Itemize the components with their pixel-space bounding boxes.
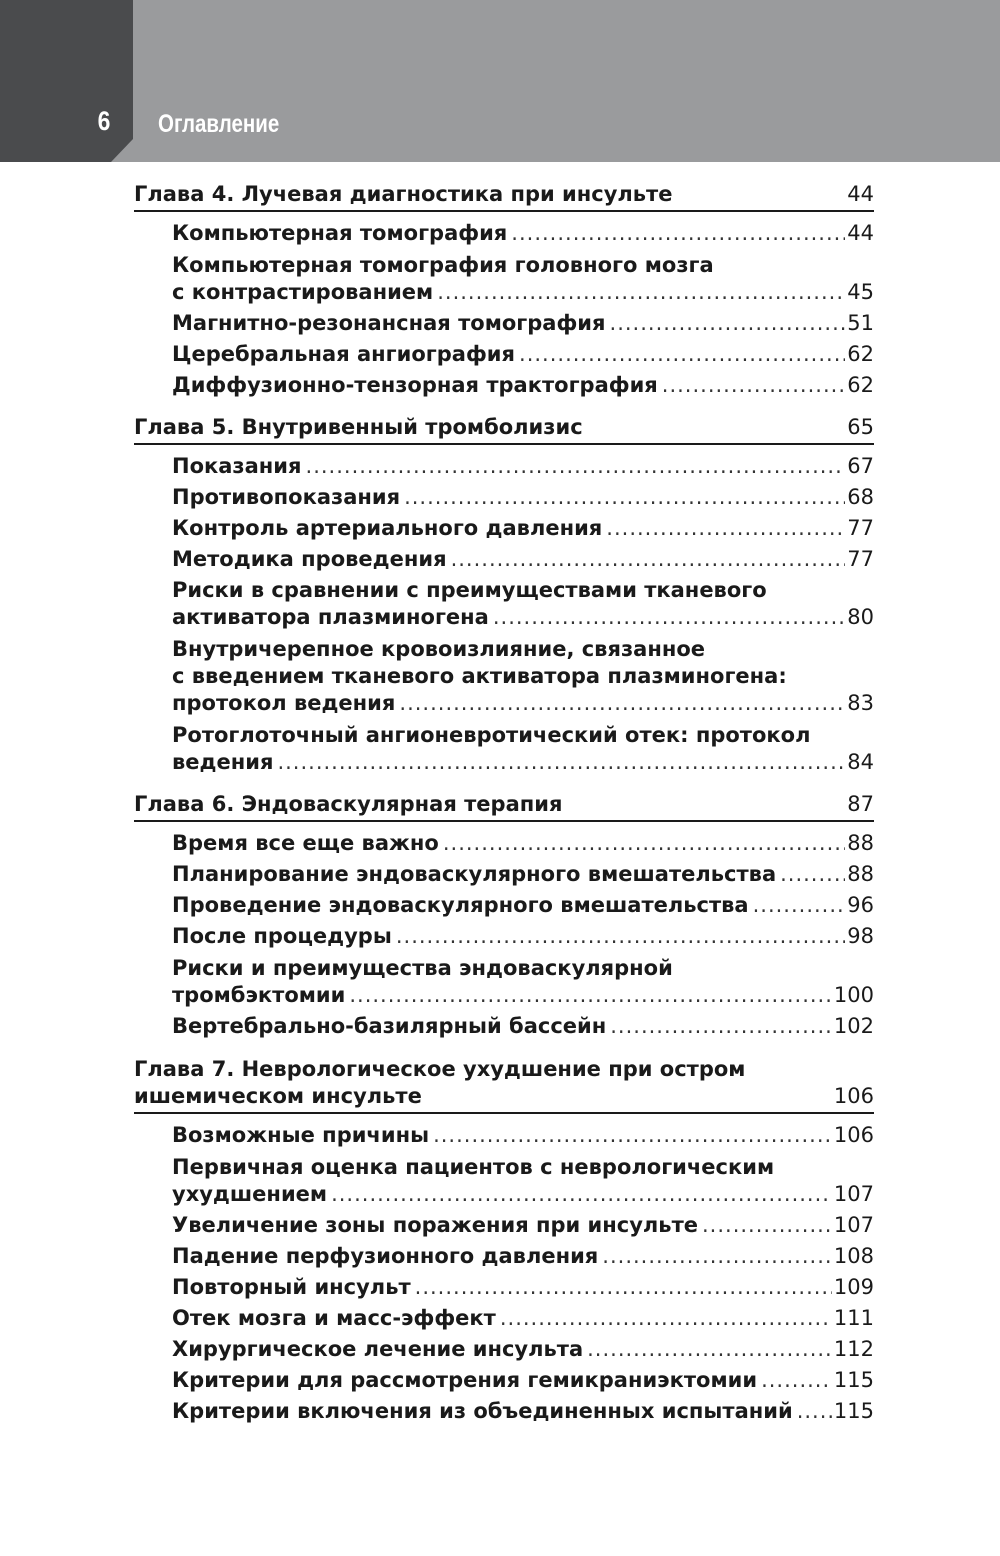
toc-entry-page: 112: [833, 1337, 874, 1361]
toc-entry-page: 96: [847, 893, 874, 917]
toc-entry-title: Хирургическое лечение инсульта: [172, 1337, 584, 1361]
leader-dots: [349, 982, 832, 1009]
toc-entry-title: Методика проведения: [172, 547, 447, 571]
toc-entry-title: ухудшением: [172, 1182, 328, 1206]
leader-dots: [500, 1305, 832, 1332]
toc-entry-title: Падение перфузионного давления: [172, 1244, 599, 1268]
toc-entry-page: 108: [833, 1244, 874, 1268]
toc-entry[interactable]: [172, 982, 874, 1009]
toc-entry-title: Церебральная ангиография: [172, 342, 516, 366]
toc-entry[interactable]: [172, 1398, 874, 1425]
toc-entry-title-line[interactable]: Ротоглоточный ангионевротический отек: протокол: [172, 723, 811, 747]
toc-entry[interactable]: [172, 1274, 874, 1301]
toc-entry-page: 88: [847, 831, 874, 855]
toc-entry-title: Вертебрально-базилярный бассейн: [172, 1014, 607, 1038]
leader-dots: [437, 279, 845, 306]
leader-dots: [396, 923, 845, 950]
toc-entry-title-line[interactable]: Внутричерепное кровоизлияние, связанное: [172, 637, 706, 661]
toc-entry-page: 62: [847, 373, 874, 397]
toc-entry[interactable]: [172, 1212, 874, 1239]
toc-entry-title: Возможные причины: [172, 1123, 430, 1147]
toc-entry-page: 107: [833, 1213, 874, 1237]
toc-entry-page: 62: [847, 342, 874, 366]
toc-entry-title: Противопоказания: [172, 485, 401, 509]
toc-entry-title: протокол ведения: [172, 691, 396, 715]
leader-dots: [780, 861, 845, 888]
chapter-title: Глава 4. Лучевая диагностика при инсульте: [134, 182, 673, 206]
toc-entry-page: 102: [833, 1014, 874, 1038]
running-header-title: Оглавление: [158, 110, 280, 138]
toc-entry[interactable]: [172, 341, 874, 368]
toc-entry[interactable]: [172, 546, 874, 573]
leader-dots: [433, 1122, 832, 1149]
toc-entry-title: Увеличение зоны поражения при инсульте: [172, 1213, 698, 1237]
chapter-rule: [134, 443, 874, 445]
toc-entry-title-line[interactable]: с введением тканевого активатора плазминогена:: [172, 664, 787, 688]
toc-entry-page: 84: [847, 750, 874, 774]
leader-dots: [277, 749, 845, 776]
chapter-title: Глава 5. Внутривенный тромболизис: [134, 415, 583, 439]
leader-dots: [306, 453, 846, 480]
toc-entry[interactable]: [172, 1181, 874, 1208]
leader-dots: [602, 1243, 832, 1270]
leader-dots: [610, 310, 846, 337]
leader-dots: [404, 484, 845, 511]
toc-entry-page: 88: [847, 862, 874, 886]
leader-dots: [606, 515, 845, 542]
toc-entry-title: Критерии включения из объединенных испытаний: [172, 1399, 793, 1423]
toc-entry[interactable]: [172, 1367, 874, 1394]
toc-entry[interactable]: [172, 749, 874, 776]
toc-entry-page: 77: [847, 547, 874, 571]
toc-entry-page: 77: [847, 516, 874, 540]
toc-entry-title: После процедуры: [172, 924, 392, 948]
toc-entry[interactable]: [172, 372, 874, 399]
toc-entry[interactable]: [172, 923, 874, 950]
toc-entry-title: Проведение эндоваскулярного вмешательства: [172, 893, 749, 917]
toc-entry-page: 44: [847, 221, 874, 245]
toc-entry[interactable]: [172, 279, 874, 306]
toc-entry-title: Отек мозга и масс-эффект: [172, 1306, 496, 1330]
toc-entry-page: 109: [833, 1275, 874, 1299]
chapter-page: 106: [833, 1084, 874, 1108]
leader-dots: [519, 341, 845, 368]
toc-entry-title: Время все еще важно: [172, 831, 439, 855]
toc-entry-title-line[interactable]: Риски в сравнении с преимуществами тканевого: [172, 578, 767, 602]
toc-entry[interactable]: [172, 690, 874, 717]
toc-entry-page: 98: [847, 924, 874, 948]
toc-entry[interactable]: [172, 830, 874, 857]
toc-entry-page: 115: [833, 1399, 874, 1423]
toc-entry-title: Диффузионно-тензорная трактография: [172, 373, 658, 397]
page-number: 6: [97, 106, 111, 136]
toc-entry-title: Магнитно-резонансная томография: [172, 311, 606, 335]
leader-dots: [443, 830, 845, 857]
leader-dots: [610, 1013, 832, 1040]
toc-entry[interactable]: [172, 1122, 874, 1149]
chapter-rule: [134, 1112, 874, 1114]
toc-entry-title: Повторный инсульт: [172, 1275, 411, 1299]
chapter-page: 44: [847, 182, 874, 206]
chapter-heading[interactable]: [134, 181, 874, 208]
leader-dots: [511, 220, 845, 247]
toc-entry-title: Контроль артериального давления: [172, 516, 603, 540]
toc-entry[interactable]: [172, 861, 874, 888]
leader-dots: [662, 372, 845, 399]
leader-dots: [702, 1212, 832, 1239]
toc-entry-page: 111: [833, 1306, 874, 1330]
toc-entry[interactable]: [172, 515, 874, 542]
chapter-rule: [134, 820, 874, 822]
toc-entry-title-line[interactable]: Первичная оценка пациентов с неврологическим: [172, 1155, 775, 1179]
toc-entry-page: 106: [833, 1123, 874, 1147]
toc-entry[interactable]: [172, 1305, 874, 1332]
toc-entry[interactable]: [172, 453, 874, 480]
toc-entry[interactable]: [172, 1013, 874, 1040]
toc-entry-title: Компьютерная томография: [172, 221, 508, 245]
toc-entry-title: тромбэктомии: [172, 983, 346, 1007]
toc-entry-title-line[interactable]: Компьютерная томография головного мозга: [172, 253, 714, 277]
toc-entry[interactable]: [172, 1243, 874, 1270]
toc-entry-page: 115: [833, 1368, 874, 1392]
chapter-title: Глава 7. Неврологическое ухудшение при остром: [134, 1057, 746, 1081]
leader-dots: [415, 1274, 832, 1301]
leader-dots: [399, 690, 845, 717]
chapter-page: 65: [847, 415, 874, 439]
toc-entry-title: Критерии для рассмотрения гемикраниэктомии: [172, 1368, 758, 1392]
toc-entry-page: 107: [833, 1182, 874, 1206]
chapter-heading-line[interactable]: [134, 1056, 874, 1083]
chapter-heading[interactable]: [134, 791, 874, 818]
chapter-rule: [134, 210, 874, 212]
toc-entry-page: 80: [847, 605, 874, 629]
toc-entry-title: ведения: [172, 750, 274, 774]
toc-entry-page: 68: [847, 485, 874, 509]
toc-entry-title: Планирование эндоваскулярного вмешательства: [172, 862, 777, 886]
toc-entry-title: Показания: [172, 454, 302, 478]
toc-entry[interactable]: [172, 484, 874, 511]
chapter-page: 87: [847, 792, 874, 816]
toc-entry-page: 51: [847, 311, 874, 335]
toc-entry[interactable]: [172, 310, 874, 337]
toc-entry-title: с контрастированием: [172, 280, 434, 304]
leader-dots: [451, 546, 846, 573]
leader-dots: [493, 604, 845, 631]
chapter-title: ишемическом инсульте: [134, 1084, 422, 1108]
chapter-heading[interactable]: [134, 414, 874, 441]
toc-entry[interactable]: [172, 220, 874, 247]
leader-dots: [753, 892, 846, 919]
chapter-title: Глава 6. Эндоваскулярная терапия: [134, 792, 563, 816]
leader-dots: [797, 1398, 832, 1425]
toc-entry[interactable]: [172, 604, 874, 631]
toc-entry-title: активатора плазминогена: [172, 605, 489, 629]
leader-dots: [761, 1367, 832, 1394]
toc-entry[interactable]: [172, 1336, 874, 1363]
toc-entry-title-line[interactable]: Риски и преимущества эндоваскулярной: [172, 956, 673, 980]
toc-entry-page: 83: [847, 691, 874, 715]
toc-entry-page: 100: [833, 983, 874, 1007]
toc-entry-page: 45: [847, 280, 874, 304]
chapter-heading[interactable]: [134, 1083, 874, 1110]
leader-dots: [587, 1336, 832, 1363]
toc-entry-page: 67: [847, 454, 874, 478]
toc-entry[interactable]: [172, 892, 874, 919]
leader-dots: [331, 1181, 832, 1208]
